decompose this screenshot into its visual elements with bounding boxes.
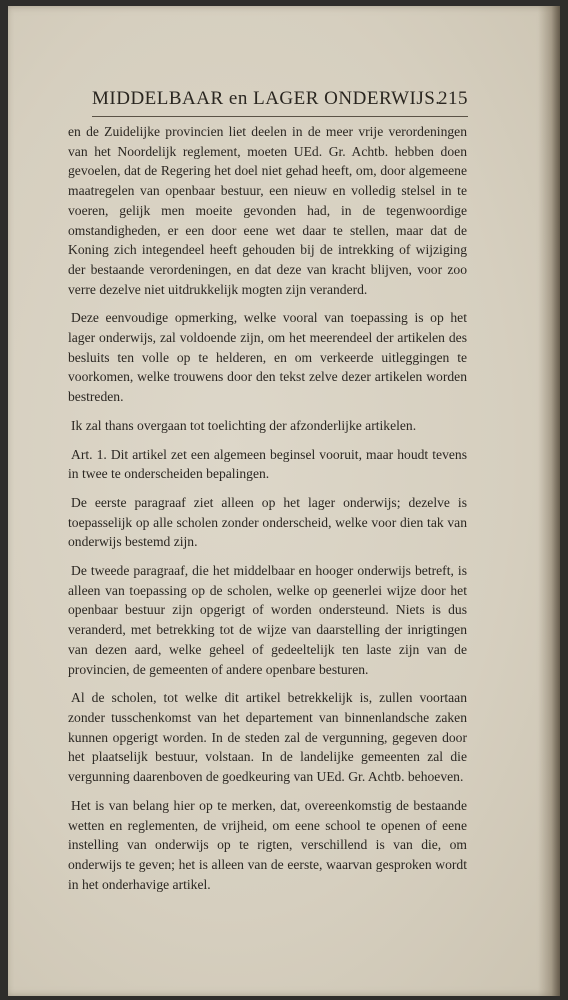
page-header [92, 86, 468, 112]
page-number: 215 [438, 88, 468, 109]
paragraph: en de Zuidelijke provincien liet deelen in de meer vrije verordeningen van het Noordelijk reglement, moeten UEd. Gr. Achtb. hebben doen gevoelen, dat de Regering het doel niet gehad heeft, om, door algemeene maatregelen van openbaar bestuur, een nieuw en volledig stelsel in te voeren, gelijk men moeite gevonden had, in de tegenwoordige omstandigheden, er een door eene wet daar te stellen, maar dat de Koning zich integendeel heeft gehouden bij de intrekking of wijziging der bestaande verordeningen, en dat deze van kracht blijven, voor zoo verre dezelve niet uitdrukkelijk mogten zijn veranderd. [68, 124, 467, 297]
paragraph: Het is van belang hier op te merken, dat, overeenkomstig de bestaande wetten en reglementen, de vrijheid, om eene school te openen of eene instelling van onderwijs op te rigten, verschillend is van die, om onderwijs te geven; het is alleen van de eerste, waarvan gesproken wordt in het onderhavige artikel. [68, 797, 467, 892]
paragraph: Art. 1. Dit artikel zet een algemeen beginsel vooruit, maar houdt tevens in twee te onderscheiden bepalingen. [68, 446, 467, 482]
running-title: MIDDELBAAR en LAGER ONDERWIJS. [92, 88, 441, 109]
paragraph: Deze eenvoudige opmerking, welke vooral van toepassing is op het lager onderwijs, zal voldoende zijn, om het meerendeel der artikelen des besluits ten volle op te helderen, en om verkeerde uitleggingen te voorkomen, welke trouwens door den tekst zelve dezer artikelen worden bestreden. [68, 310, 467, 405]
body-text [68, 122, 467, 903]
header-rule [92, 116, 468, 117]
paragraph: Al de scholen, tot welke dit artikel betrekkelijk is, zullen voortaan zonder tusschenkomst van het departement van binnenlandsche zaken kunnen opgerigt worden. In de steden zal de vergunning, gegeven door het plaatselijk bestuur, volstaan. In de landelijke gemeenten zal die vergunning daarenboven de goedkeuring van UEd. Gr. Achtb. behoeven. [68, 690, 467, 785]
paragraph: Ik zal thans overgaan tot toelichting der afzonderlijke artikelen. [71, 417, 417, 433]
page-gutter-shadow [538, 6, 560, 996]
paragraph: De eerste paragraaf ziet alleen op het lager onderwijs; dezelve is toepasselijk op alle scholen zonder onderscheid, welke voor dien tak van onderwijs bestemd zijn. [68, 494, 467, 550]
paragraph: De tweede paragraaf, die het middelbaar en hooger onderwijs betreft, is alleen van toepassing op de scholen, welke op geenerlei wijze door het openbaar bestuur zijn opgerigt of worden ondersteund. Niets is dus veranderd, met betrekking tot de wijze van daarstelling der inrigtingen van dezen aard, welke geheel of gedeeltelijk ten laste zijn van de provincien, de gemeenten of andere openbare besturen. [68, 563, 467, 677]
book-page [8, 6, 560, 996]
